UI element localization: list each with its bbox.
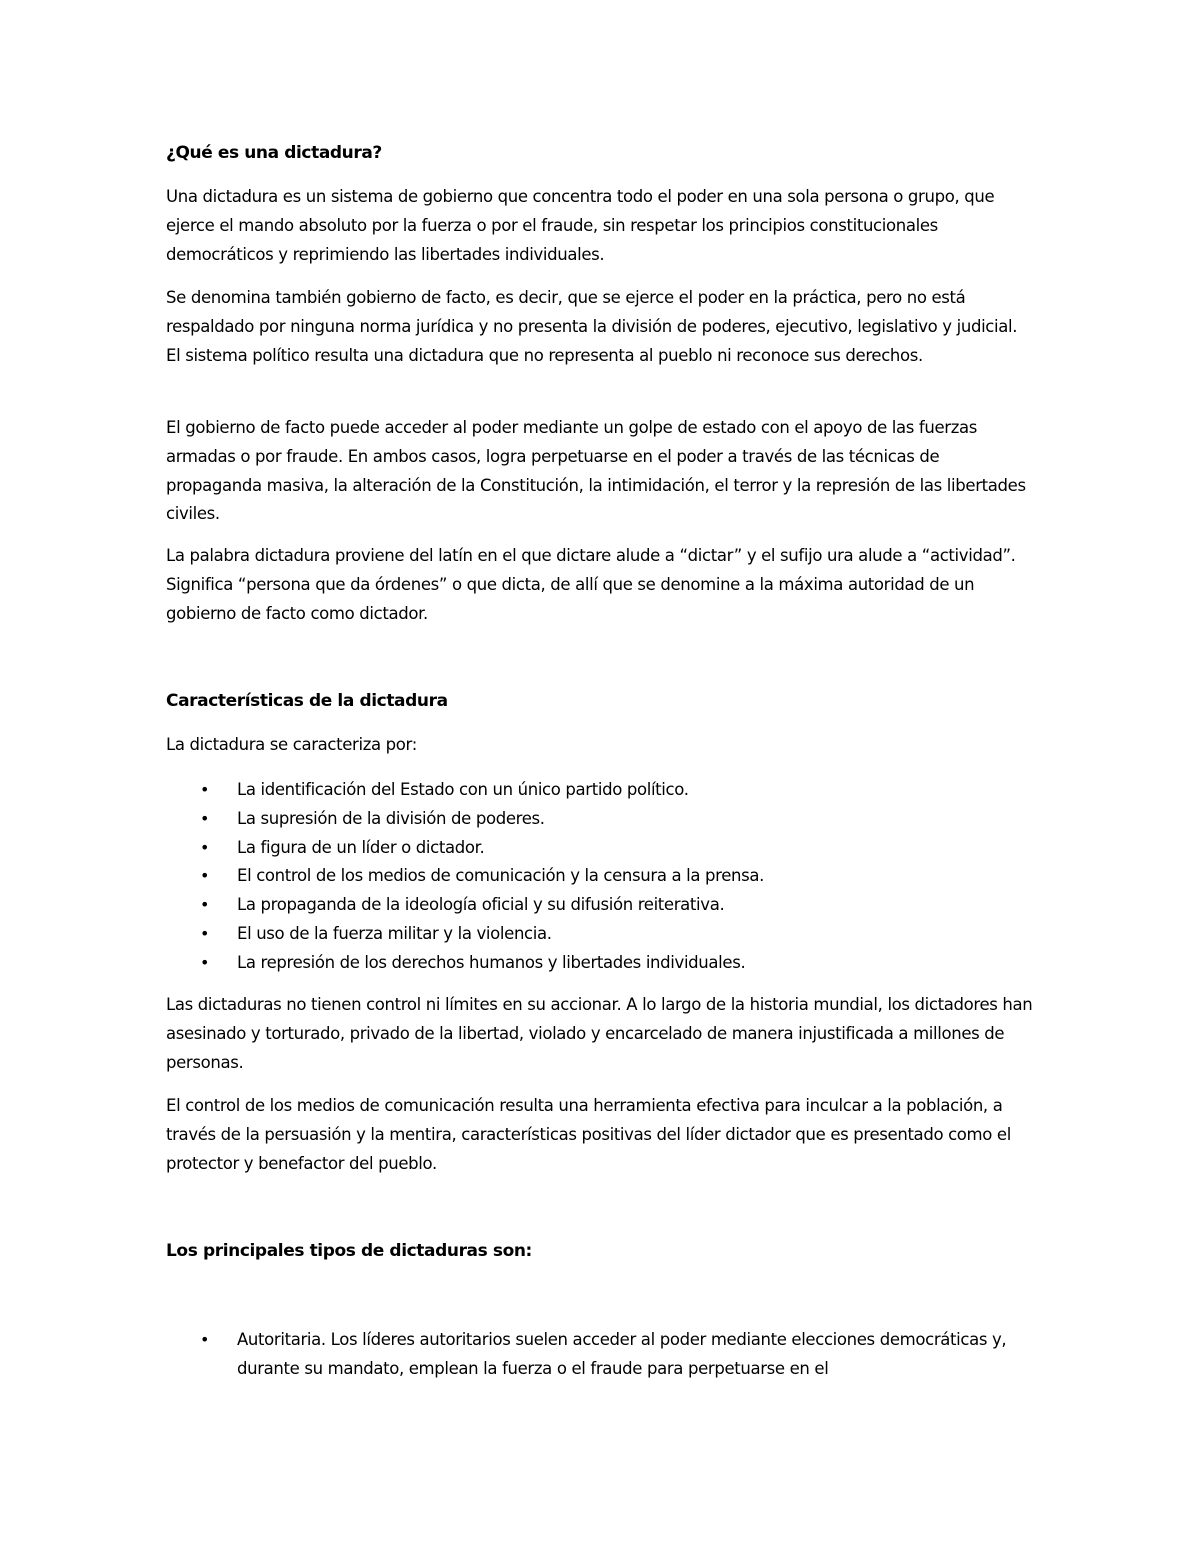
list-item-text: La supresión de la división de poderes.	[237, 808, 545, 828]
heading-caracteristicas: Características de la dictadura	[166, 691, 448, 711]
list-item-text: La propaganda de la ideología oficial y su difusión reiterativa.	[237, 895, 725, 915]
bullet-icon: •	[200, 923, 210, 943]
paragraph-sin-limites: Las dictaduras no tienen control ni límites en su accionar. A lo largo de la historia mundial, los dictadores han asesinado y torturado, privado de la libertad, violado y encarcelado de manera injustificada a millones de personas.	[166, 995, 1033, 1072]
list-item-text: La figura de un líder o dictador.	[237, 837, 485, 857]
paragraph-etimologia: La palabra dictadura proviene del latín en el que dictare alude a “dictar” y el sufijo ura alude a “actividad”. Significa “persona que da órdenes” o que dicta, de allí que se denomine a la máxima autoridad de un gobierno de facto como dictador.	[166, 546, 1016, 623]
bullet-icon: •	[200, 780, 210, 799]
list-item	[166, 891, 1036, 920]
list-item	[166, 776, 1036, 805]
list-item-text: El control de los medios de comunicación y la censura a la prensa.	[237, 866, 765, 886]
bullet-icon: •	[200, 1330, 210, 1349]
list-item	[166, 834, 1036, 863]
list-item	[166, 805, 1036, 834]
list-item-text: El uso de la fuerza militar y la violencia.	[237, 923, 552, 943]
bullet-icon: •	[200, 895, 210, 915]
list-tipos	[166, 1326, 1036, 1384]
paragraph-definicion: Una dictadura es un sistema de gobierno que concentra todo el poder en una sola persona o grupo, que ejerce el mando absoluto por la fuerza o por el fraude, sin respetar los principios constitucionales democráticos y reprimiendo las libertades individuales.	[166, 187, 995, 264]
paragraph-control-medios: El control de los medios de comunicación resulta una herramienta efectiva para inculcar a la población, a través de la persuasión y la mentira, características positivas del líder dictador que es presentado como el protector y benefactor del pueblo.	[166, 1096, 1011, 1173]
paragraph-gobierno-de-facto: Se denomina también gobierno de facto, es decir, que se ejerce el poder en la práctica, pero no está respaldado por ninguna norma jurídica y no presenta la división de poderes, ejecutivo, legislativo y judicial. El sistema político resulta una dictadura que no representa al pueblo ni reconoce sus derechos.	[166, 288, 1018, 365]
list-item	[166, 862, 1036, 891]
bullet-icon: •	[200, 952, 210, 972]
paragraph-acceso-al-poder: El gobierno de facto puede acceder al poder mediante un golpe de estado con el apoyo de las fuerzas armadas o por fraude. En ambos casos, logra perpetuarse en el poder a través de las técnicas de propaganda masiva, la alteración de la Constitución, la intimidación, el terror y la represión de las libertades civiles.	[166, 418, 1026, 524]
paragraph-caracteristicas-intro: La dictadura se caracteriza por:	[166, 735, 417, 754]
list-item-text: La identificación del Estado con un único partido político.	[237, 780, 689, 799]
bullet-icon: •	[200, 866, 210, 886]
bullet-icon: •	[200, 808, 210, 828]
list-caracteristicas	[166, 776, 1036, 978]
list-item-text: La represión de los derechos humanos y libertades individuales.	[237, 952, 746, 972]
list-item	[166, 920, 1036, 949]
list-item	[166, 949, 1036, 978]
bullet-icon: •	[200, 837, 210, 857]
heading-tipos-de-dictaduras: Los principales tipos de dictaduras son:	[166, 1241, 532, 1261]
list-item-text: Autoritaria. Los líderes autoritarios suelen acceder al poder mediante elecciones democráticas y, durante su mandato, emplean la fuerza o el fraude para perpetuarse en el	[237, 1330, 1007, 1378]
heading-que-es-dictadura: ¿Qué es una dictadura?	[166, 143, 382, 163]
list-item	[166, 1326, 1036, 1384]
